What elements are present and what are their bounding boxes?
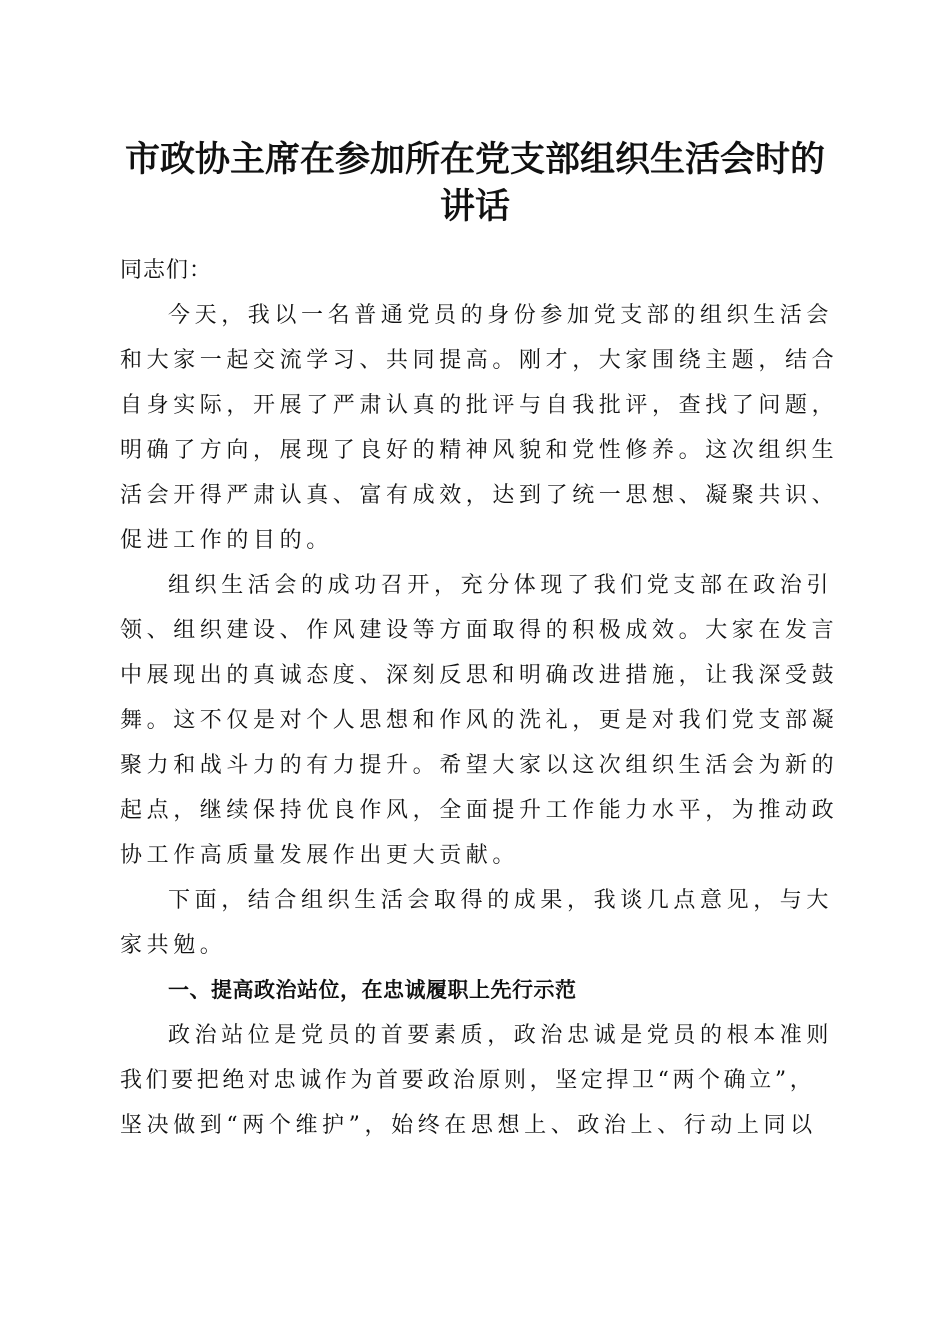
title-line: 讲话	[439, 186, 510, 227]
paragraph-line: 明确了方向，展现了良好的精神风貌和党性修养。这次组织生	[120, 438, 839, 463]
paragraph-line: 领、组织建设、作风建设等方面取得的积极成效。大家在发言	[120, 618, 839, 643]
paragraph-2	[120, 563, 839, 878]
paragraph-4	[120, 1013, 834, 1148]
paragraph-line: 舞。这不仅是对个人思想和作风的洗礼，更是对我们党支部凝	[120, 708, 839, 733]
paragraph-line: 起点，继续保持优良作风，全面提升工作能力水平，为推动政	[120, 798, 839, 823]
paragraph-line: 聚力和战斗力的有力提升。希望大家以这次组织生活会为新的	[120, 753, 839, 778]
paragraph-line: 自身实际，开展了严肃认真的批评与自我批评，查找了问题，	[120, 393, 839, 418]
paragraph-3	[120, 878, 834, 968]
paragraph-line: 促进工作的目的。	[120, 528, 333, 553]
paragraph-line: 下面，结合组织生活会取得的成果，我谈几点意见，与大	[168, 888, 834, 913]
paragraph-line: 活会开得严肃认真、富有成效，达到了统一思想、凝聚共识、	[120, 483, 839, 508]
document-body	[120, 248, 839, 1148]
paragraph-line: 家共勉。	[120, 933, 227, 958]
paragraph-line: 中展现出的真诚态度、深刻反思和明确改进措施，让我深受鼓	[120, 663, 839, 688]
title-line: 市政协主席在参加所在党支部组织生活会时的	[124, 139, 825, 180]
paragraph-line: 组织生活会的成功召开，充分体现了我们党支部在政治引	[168, 573, 834, 598]
paragraph-line: 我们要把绝对忠诚作为首要政治原则，坚定捍卫“两个确立”，	[120, 1068, 816, 1093]
paragraph-line: 协工作高质量发展作出更大贡献。	[120, 843, 520, 868]
paragraph-line: 坚决做到“两个维护”，始终在思想上、政治上、行动上同以	[120, 1113, 817, 1138]
salutation: 同志们：	[120, 258, 213, 283]
paragraph-line: 今天，我以一名普通党员的身份参加党支部的组织生活会	[168, 303, 834, 328]
paragraph-line: 和大家一起交流学习、共同提高。刚才，大家围绕主题，结合	[120, 348, 839, 373]
paragraph-1	[120, 293, 839, 563]
paragraph-line: 政治站位是党员的首要素质，政治忠诚是党员的根本准则	[168, 1023, 834, 1048]
document-title	[100, 136, 850, 230]
section-heading: 一、提高政治站位，在忠诚履职上先行示范	[168, 978, 577, 1002]
